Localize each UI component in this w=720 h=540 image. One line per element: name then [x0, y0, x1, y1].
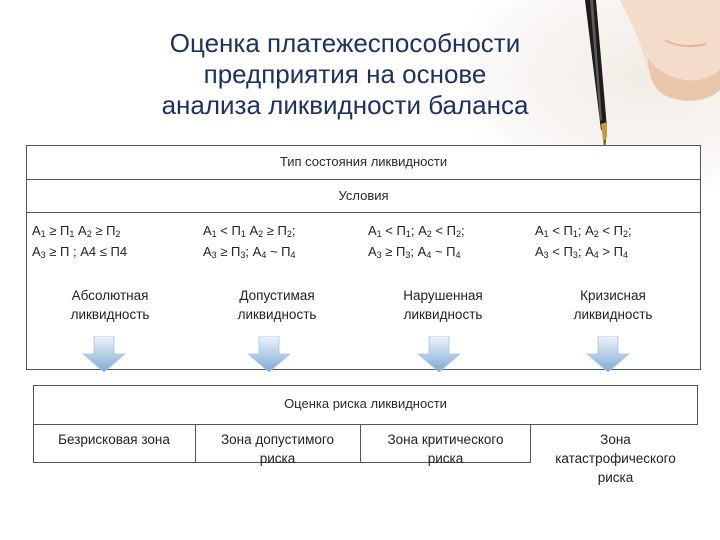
liquidity-type-label: Кризисная: [580, 288, 646, 303]
risk-zone-label: риска: [597, 470, 634, 485]
risk-zone-label: Безрисковая зона: [58, 432, 170, 447]
liquidity-type-absolute: [35, 286, 185, 324]
divider: [195, 425, 196, 463]
condition-2: [203, 222, 296, 264]
risk-zone-critical: [362, 430, 529, 468]
liquidity-type-label: ликвидность: [70, 307, 150, 322]
liquidity-type-label: Допустимая: [239, 288, 315, 303]
down-arrow-icon: [248, 336, 290, 372]
liquidity-type-acceptable: [202, 286, 352, 324]
title-line: анализа ликвидности баланса: [161, 90, 529, 120]
risk-zone-label: Зона критического: [387, 432, 504, 447]
condition-line: $А_3 \ge П$ ; А4 ≤ П4: [32, 244, 128, 260]
condition-line: $А_3 \ge П_3$; $А_4$ ~ $П_4$: [203, 244, 296, 260]
condition-line: $А_1 < П_1$; $А_2 < П_2$;: [535, 223, 632, 239]
condition-3: [368, 222, 465, 264]
risk-header-box: [33, 385, 698, 425]
liquidity-type-crisis: [538, 286, 688, 324]
title-line: Оценка платежеспособности: [169, 28, 521, 58]
liquidity-type-label: ликвидность: [403, 307, 483, 322]
risk-header: Оценка риска ликвидности: [284, 396, 447, 411]
down-arrow-icon: [418, 336, 460, 372]
risk-zone-catastrophic: [533, 430, 698, 487]
liquidity-type-label: Абсолютная: [71, 288, 149, 303]
condition-line: $А_3 < П_3$; $А_4 > П_4$: [535, 244, 628, 260]
risk-zone-acceptable: [197, 430, 358, 468]
down-arrow-icon: [587, 336, 629, 372]
condition-line: $А_1 < П_1$ $А_2 \ge П_2$;: [203, 223, 296, 239]
condition-line: $А_1 < П_1$; $А_2 < П_2$;: [368, 223, 465, 239]
title-line: предприятия на основе: [203, 59, 487, 89]
condition-4: [535, 222, 632, 264]
liquidity-type-header-box: [26, 145, 701, 180]
divider: [360, 425, 361, 463]
risk-zone-label: риска: [259, 451, 296, 466]
liquidity-type-impaired: [368, 286, 518, 324]
liquidity-type-header: Тип состояния ликвидности: [279, 154, 448, 169]
down-arrow-icon: [83, 336, 125, 372]
condition-line: $А_3 \ge П_3$; $А_4$ ~ $П_4$: [368, 244, 461, 260]
risk-zone-label: катастрофического: [555, 451, 676, 466]
conditions-header: Условия: [338, 188, 389, 203]
liquidity-type-label: ликвидность: [573, 307, 653, 322]
risk-zone-riskless: [35, 430, 193, 449]
divider: [27, 212, 700, 213]
condition-1: [32, 222, 127, 264]
liquidity-type-label: Нарушенная: [403, 288, 483, 303]
risk-zone-label: Зона допустимого: [220, 432, 335, 447]
liquidity-type-label: ликвидность: [237, 307, 317, 322]
condition-line: $А_1 \ge П_1$ $А_2 \ge П_2$: [32, 223, 121, 239]
risk-zone-label: Зона: [600, 432, 631, 447]
page-title: [110, 28, 580, 121]
risk-zone-label: риска: [427, 451, 464, 466]
